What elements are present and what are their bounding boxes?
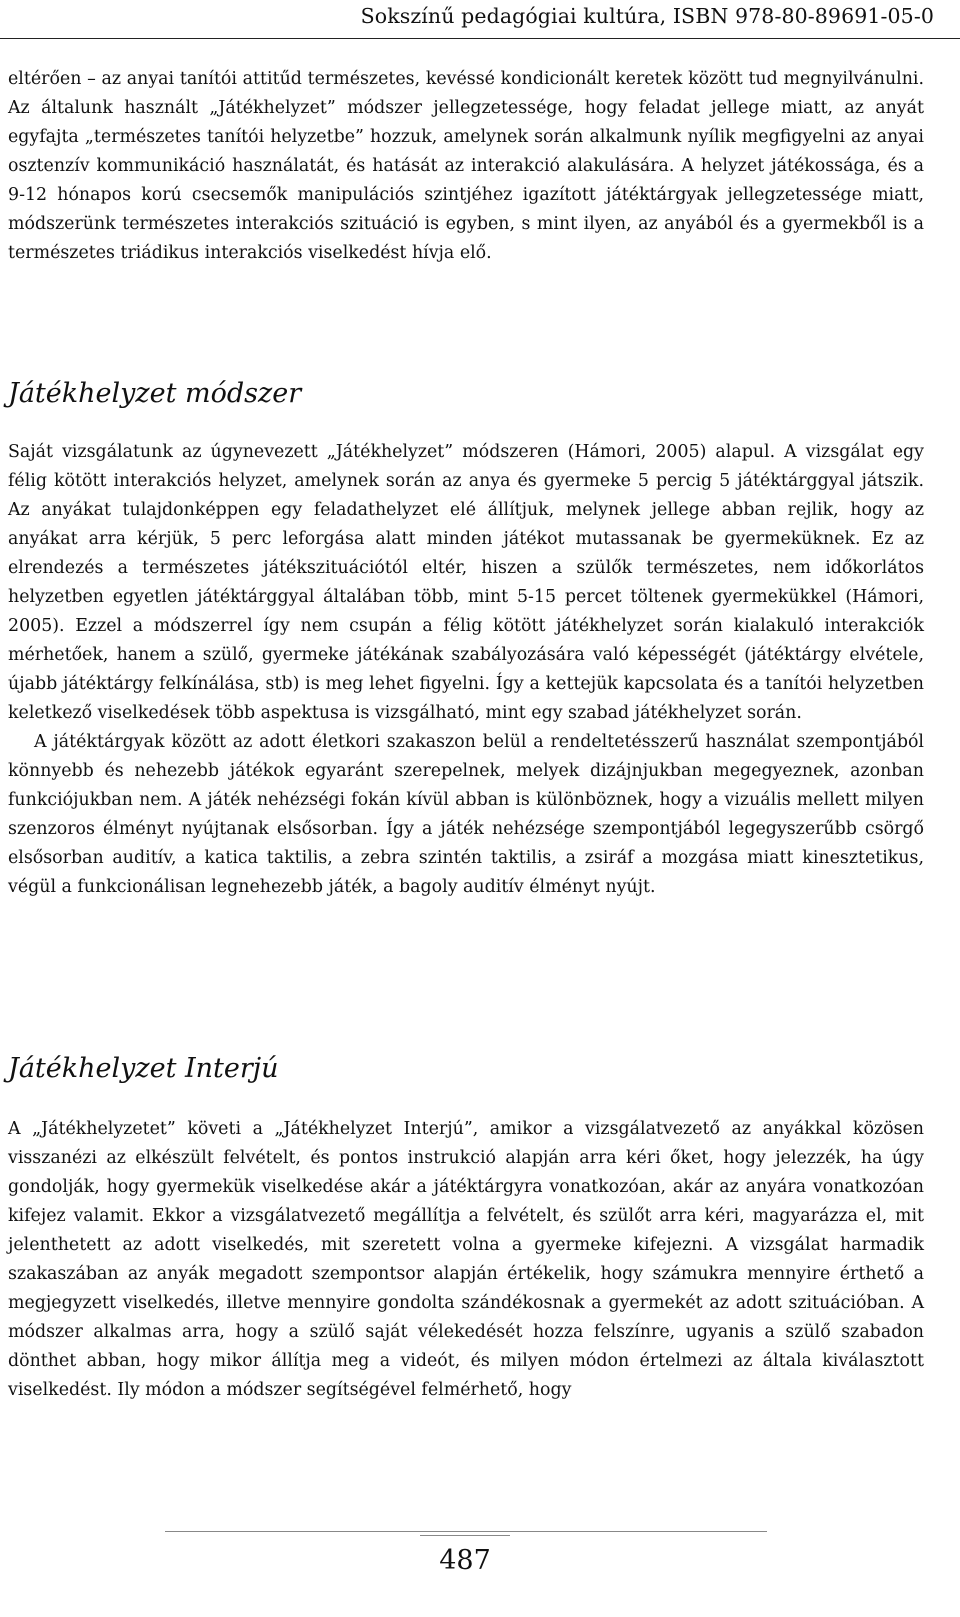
footer-rule xyxy=(165,1531,767,1532)
header-rule xyxy=(0,38,960,39)
section2-paragraph-1: A „Játékhelyzetet” követi a „Játékhelyzet Interjú”, amikor a vizsgálatvezető az anyákkal közösen visszanézi az elkészült felvételt, és pontos instrukció alapján arra kéri őket, hogy jelezzék, ha úgy gondolják, hogy gyermekük viselkedése akár a játéktárgyra vonatkozóan, akár az anyára vonatkozóan kifejez valamit. Ekkor a vizsgálatvezető megállítja a felvételt, és szülőt arra kéri, magyarázza el, mit jelenthetett az adott viselkedés, mit szeretett volna a gyermeke kifejezni. A vizsgálat harmadik szakaszában az anyák megadott szempontsor alapján értékelik, hogy számukra mennyire érthető a megjegyzett viselkedés, illetve mennyire gondolta szándékosnak a gyermekét az adott szituációban. A módszer alkalmas arra, hogy a szülő saját vélekedését hozza felszínre, ugyanis a szülő szabadon dönthet abban, hogy mikor állítja meg a videót, és milyen módon értelmezi az általa kiválasztott viselkedést. Ily módon a módszer segítségével felmérhető, hogy xyxy=(8,1119,924,1400)
footer-rule-accent xyxy=(420,1535,510,1536)
intro-paragraph: eltérően – az anyai tanítói attitűd természetes, kevéssé kondicionált keretek között tud megnyilvánulni. Az általunk használt „Játékhelyzet” módszer jellegzetessége, hogy feladat jellege miatt, az anyát egyfajta „természetes tanítói helyzetbe” hozzuk, amelynek során alkalmunk nyílik megfigyelni az anyai osztenzív kommunikáció használatát, és hatását az interakció alakulására. A helyzet játékossága, és a 9-12 hónapos korú csecsemők manipulációs szintjéhez igazított játéktárgyak jellegzetessége miatt, módszerünk természetes interakciós szituáció is egyben, s mint ilyen, az anyából és a gyermekből is a természetes triádikus interakciós viselkedést hívja elő. xyxy=(8,69,924,263)
section1-paragraph-1: Saját vizsgálatunk az úgynevezett „Játékhelyzet” módszeren (Hámori, 2005) alapul. A vizsgálat egy félig kötött interakciós helyzet, amelynek során az anya és gyermeke 5 percig 5 játéktárggyal játszik. Az anyákat tulajdonképpen egy feladathelyzet elé állítjuk, melynek jellege abban rejlik, hogy az anyákat arra kérjük, 5 perc leforgása alatt minden játékot mutassanak be gyermeküknek. Ez az elrendezés a természetes játékszituációtól eltér, hiszen a szülők természetes, nem időkorlátos helyzetben egyetlen játéktárggyal általában több, mint 5-15 percet töltenek gyermekükkel (Hámori, 2005). Ezzel a módszerrel így nem csupán a félig kötött játékhelyzet során kialakuló interakciók mérhetőek, hanem a szülő, gyermeke játékának szabályozására való képességét (játéktárgy elvétele, újabb játéktárgy felkínálása, stb) is meg lehet figyelni. Így a kettejük kapcsolata és a tanítói helyzetben keletkező viselkedések több aspektusa is vizsgálható, mint egy szabad játékhelyzet során. xyxy=(8,442,924,723)
section-heading-jatekhelyzet-interju: Játékhelyzet Interjú xyxy=(8,1053,279,1084)
section1-body xyxy=(8,438,924,902)
section-heading-jatekhelyzet-modszer: Játékhelyzet módszer xyxy=(8,378,302,409)
running-header: Sokszínű pedagógiai kultúra, ISBN 978-80-89691-05-0 xyxy=(360,4,934,28)
section2-body xyxy=(8,1115,924,1405)
section1-paragraph-2: A játéktárgyak között az adott életkori szakaszon belül a rendeltetésszerű használat szempontjából könnyebb és nehezebb játékok egyaránt szerepelnek, melyek dizájnjukban megegyeznek, azonban funkciójukban nem. A játék nehézségi fokán kívül abban is különböznek, hogy a vizuális mellett milyen szenzoros élményt nyújtanak elsősorban. Így a játék nehézsége szempontjából legegyszerűbb csörgő elsősorban auditív, a katica taktilis, a zebra szintén taktilis, a zsiráf a mozgása miatt kinesztetikus, végül a funkcionálisan legnehezebb játék, a bagoly auditív élményt nyújt. xyxy=(8,732,924,897)
page-number: 487 xyxy=(439,1545,491,1576)
intro-block xyxy=(8,65,924,268)
